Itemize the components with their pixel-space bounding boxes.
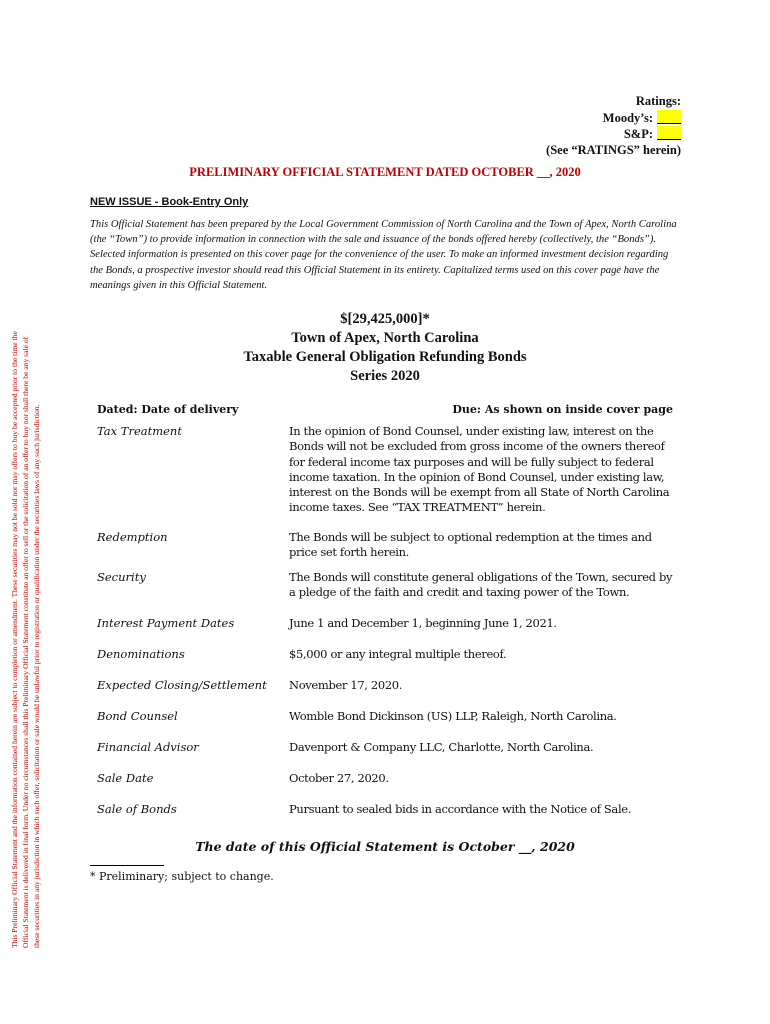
term-value: The Bonds will constitute general obligations of the Town, secured by a pledge of the faith and credit and taxing power of the Town. bbox=[289, 570, 673, 600]
legend-line-3: these securities in any jurisdiction in which such offer, solicitation or sale would be unlawful prior to registration or qualification under the securities laws of any such jurisdiction. bbox=[31, 404, 41, 948]
term-label: Redemption bbox=[97, 530, 168, 544]
preliminary-legend bbox=[10, 68, 50, 948]
moodys-label: Moody’s: bbox=[602, 110, 653, 125]
sp-rating-row bbox=[546, 126, 681, 143]
ratings-note: (See “RATINGS” herein) bbox=[546, 142, 681, 157]
moodys-rating-row bbox=[546, 110, 681, 127]
term-label: Denominations bbox=[97, 647, 185, 661]
ratings-heading: Ratings: bbox=[635, 94, 681, 108]
moodys-rating-blank bbox=[657, 110, 681, 124]
statement-date: The date of this Official Statement is October __, 2020 bbox=[195, 839, 575, 854]
term-value: $5,000 or any integral multiple thereof. bbox=[289, 647, 507, 661]
term-value: In the opinion of Bond Counsel, under existing law, interest on the Bonds will not be excluded from gross income of the owners thereof for federal income tax purposes and will be fully subject to federal income taxation. In the opinion of Bond Counsel, under existing law, interest on the Bonds will be exempt from all State of North Carolina income taxes. See “TAX TREATMENT” herein. bbox=[289, 424, 670, 515]
term-value: Pursuant to sealed bids in accordance with the Notice of Sale. bbox=[289, 802, 632, 816]
term-value: Davenport & Company LLC, Charlotte, North Carolina. bbox=[289, 740, 594, 754]
term-value: November 17, 2020. bbox=[289, 678, 403, 692]
bond-name: Taxable General Obligation Refunding Bonds bbox=[243, 349, 527, 365]
sp-rating-blank bbox=[657, 126, 681, 140]
legend-line-1: This Preliminary Official Statement and the information contained herein are subject to completion or amendment. These securities may not be sold nor may offers to buy be accepted prior to the time the bbox=[10, 331, 19, 948]
term-value: October 27, 2020. bbox=[289, 771, 389, 785]
due-line: Due: As shown on inside cover page bbox=[452, 403, 673, 416]
term-label: Sale Date bbox=[97, 771, 154, 785]
dated-line: Dated: Date of delivery bbox=[97, 403, 239, 416]
sp-label: S&P: bbox=[623, 127, 653, 141]
term-label: Expected Closing/Settlement bbox=[97, 678, 267, 692]
term-label: Bond Counsel bbox=[97, 709, 178, 723]
new-issue-heading: NEW ISSUE - Book-Entry Only bbox=[90, 196, 249, 208]
ratings-block bbox=[546, 94, 681, 158]
issue-title-block bbox=[0, 310, 770, 386]
bond-series: Series 2020 bbox=[350, 368, 420, 384]
legend-line-2: Official Statement is delivered in final form. Under no circumstances shall this Preliminary Official Statement constitute an offer to sell or the solicitation of an offer to buy nor shall there be any sale of bbox=[20, 336, 30, 948]
term-value: The Bonds will be subject to optional redemption at the times and price set forth herein. bbox=[289, 530, 652, 560]
footnote-divider bbox=[90, 865, 164, 866]
term-label: Interest Payment Dates bbox=[97, 616, 235, 630]
term-label: Tax Treatment bbox=[97, 424, 182, 438]
intro-paragraph: This Official Statement has been prepared by the Local Government Commission of North Carolina and the Town of Apex, North Carolina (the “Town”) to provide information in connection with the sale and issuance of the bonds offered hereby (collectively, the “Bonds”). Selected information is presented on this cover page for the convenience of the user. To make an informed investment decision regarding the Bonds, a prospective investor should read this Official Statement in its entirety. Capitalized terms used on this cover page have the meanings given in this Official Statement. bbox=[90, 219, 677, 291]
term-label: Security bbox=[97, 570, 146, 584]
term-label: Sale of Bonds bbox=[97, 802, 177, 816]
issue-amount: $[29,425,000]* bbox=[340, 311, 430, 327]
issuer-name: Town of Apex, North Carolina bbox=[291, 330, 479, 346]
page-title: PRELIMINARY OFFICIAL STATEMENT DATED OCTOBER __, 2020 bbox=[189, 165, 581, 179]
footnote: * Preliminary; subject to change. bbox=[90, 870, 274, 883]
term-value: June 1 and December 1, beginning June 1, 2021. bbox=[289, 616, 557, 630]
term-label: Financial Advisor bbox=[97, 740, 199, 754]
term-value: Womble Bond Dickinson (US) LLP, Raleigh, North Carolina. bbox=[289, 709, 617, 723]
